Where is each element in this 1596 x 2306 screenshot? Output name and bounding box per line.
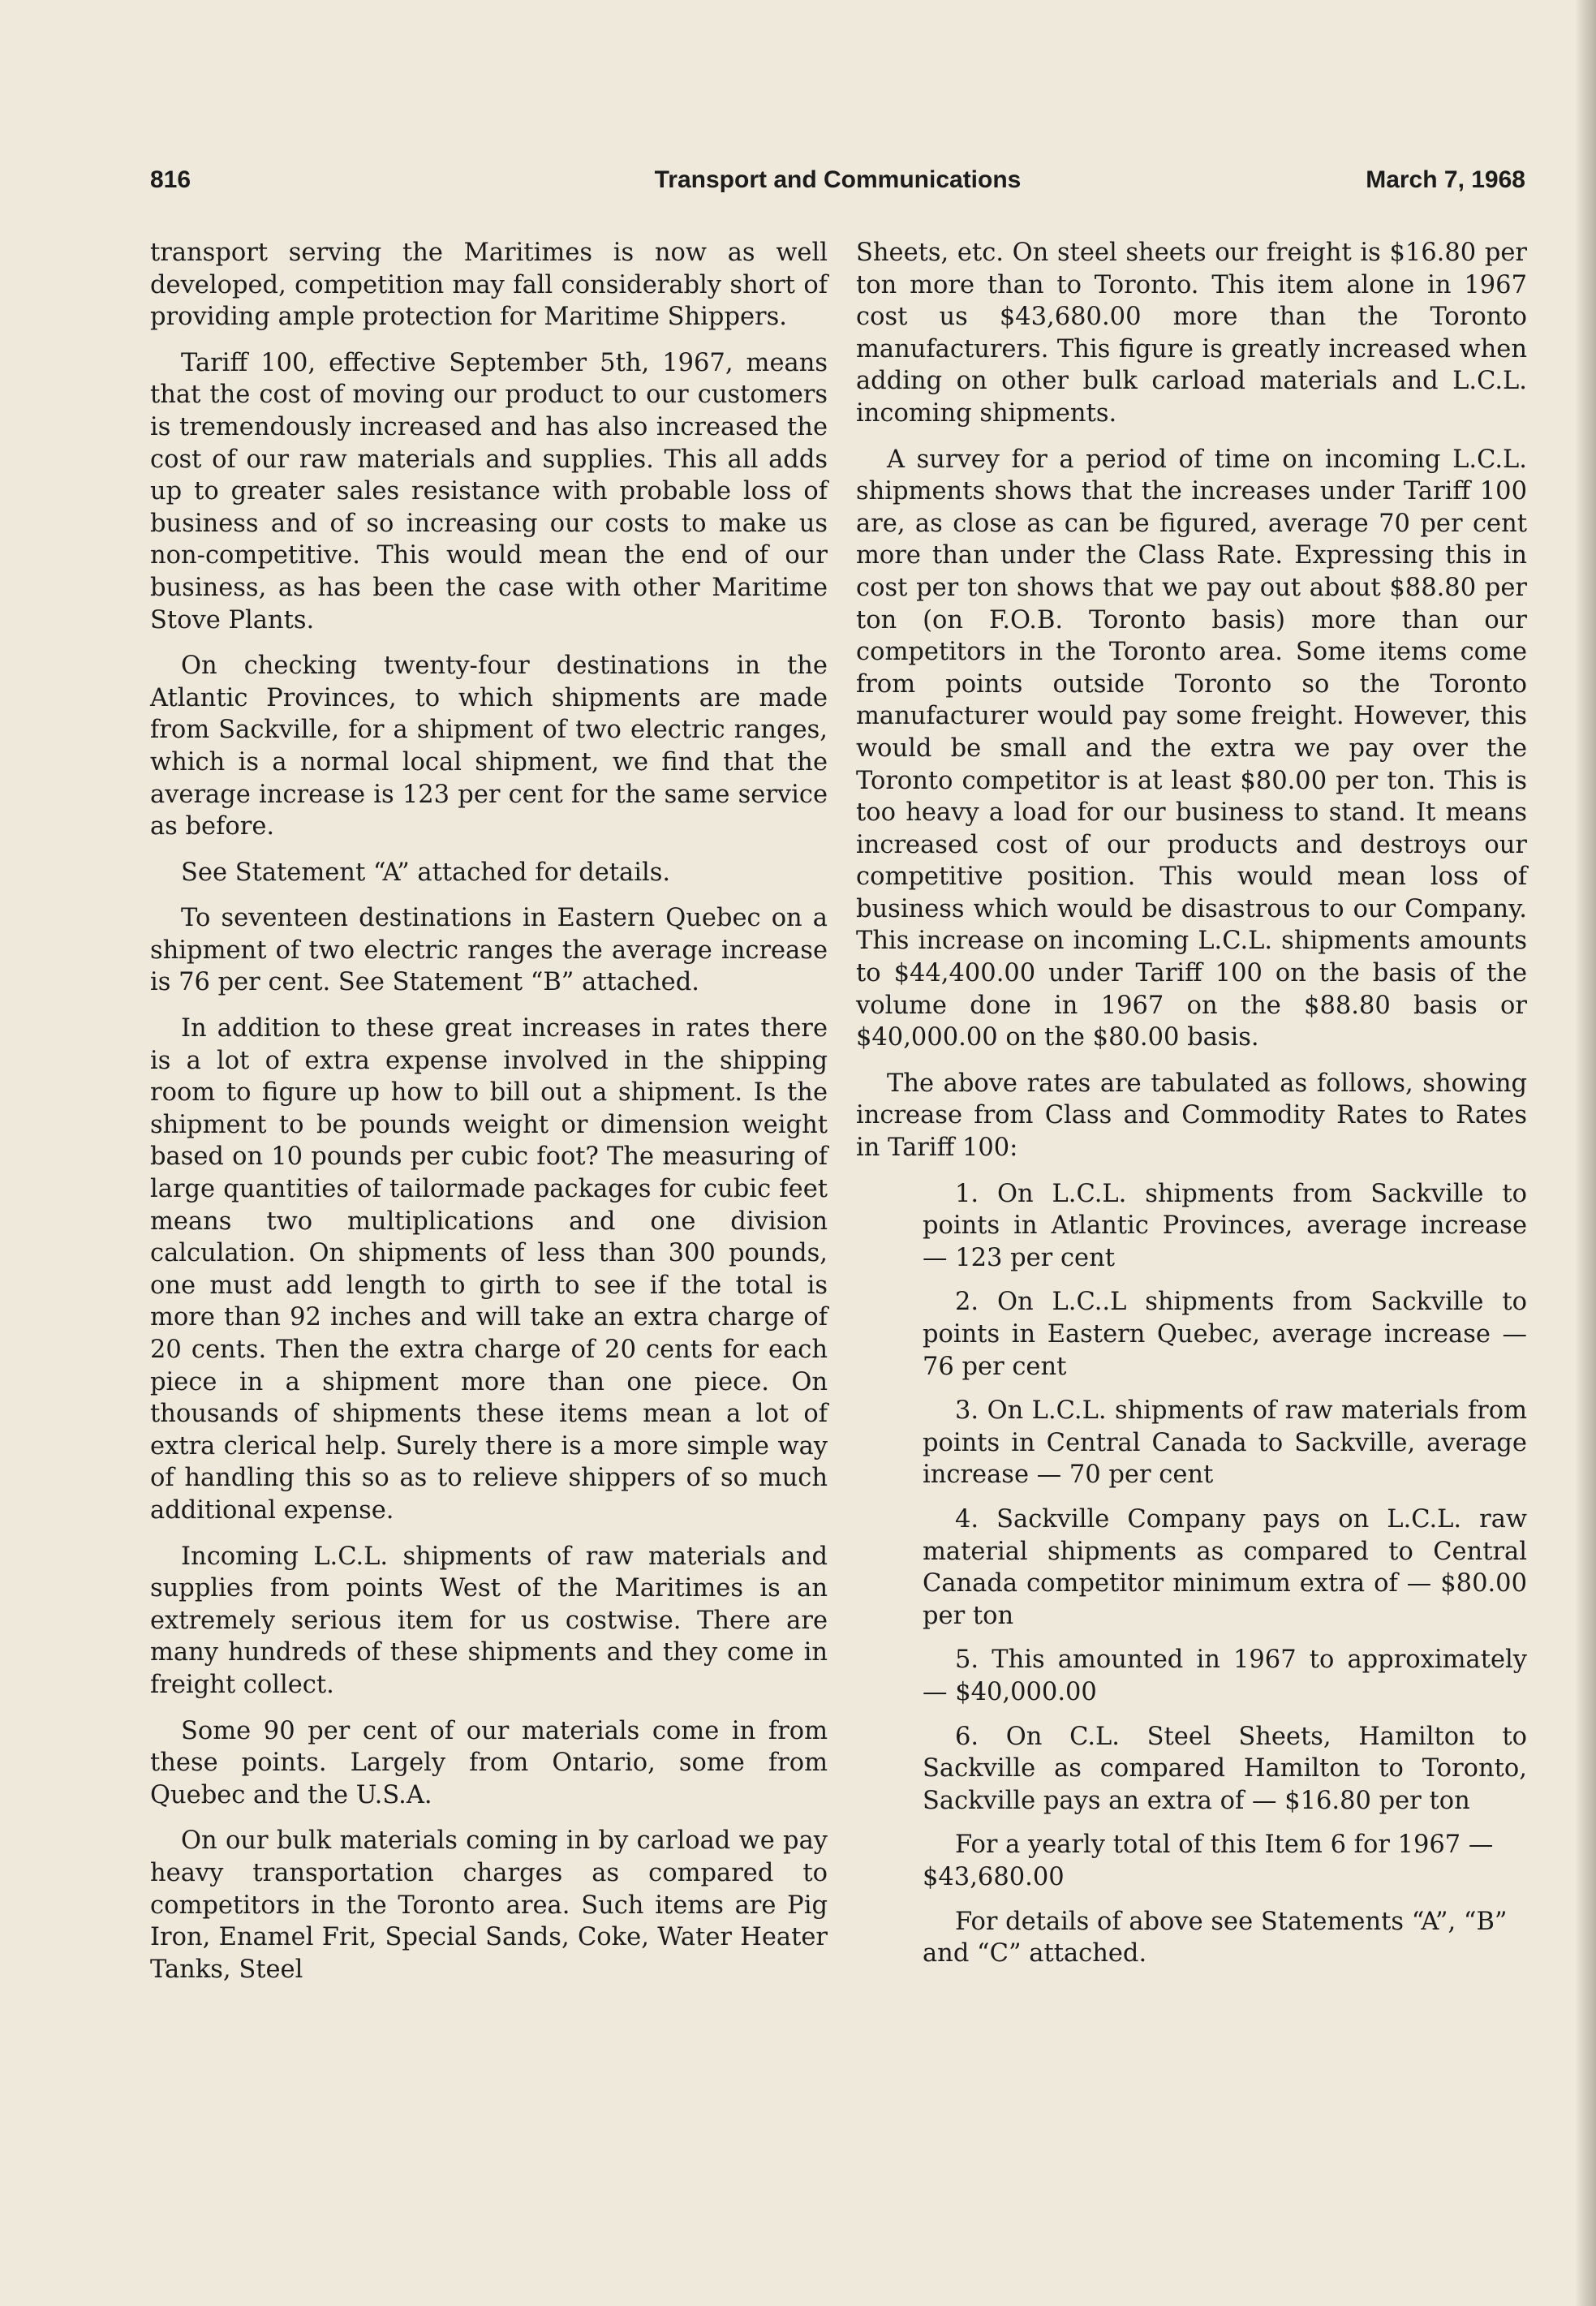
paragraph: The above rates are tabulated as follows, showing increase from Class and Commodity Rates to Rates in Tariff 100: (856, 1069, 1527, 1163)
paragraph: Sheets, etc. On steel sheets our freight is $16.80 per ton more than to Toronto. This item alone in 1967 cost us $43,680.00 more than the Toronto manufacturers. This figure is greatly increased when adding on other bulk carload materials and L.C.L. incoming shipments. (856, 239, 1527, 428)
running-header (150, 166, 1525, 207)
running-title: Transport and Communications (654, 166, 1022, 193)
paragraph: transport serving the Maritimes is now as well developed, competition may fall considerably short of providing ample protection for Maritime Shippers. (150, 239, 828, 332)
paragraph: Tariff 100, effective September 5th, 1967, means that the cost of moving our product to our customers is tremendously increased and has also increased the cost of our raw materials and supplies. This all adds up to greater sales resistance with probable loss of business and of so increasing our costs to make us non-competitive. This would mean the end of our business, as has been the case with other Maritime Stove Plants. (150, 348, 828, 635)
paragraph: Incoming L.C.L. shipments of raw materials and supplies from points West of the Maritimes is an extremely serious item for us costwise. There are many hundreds of these shipments and they come in freight collect. (150, 1542, 828, 1699)
yearly-total: For a yearly total of this Item 6 for 1967 — $43,680.00 (923, 1831, 1494, 1891)
details-note: For details of above see Statements “A”, “B” and “C” attached. (923, 1907, 1508, 1968)
left-column (150, 237, 828, 1999)
list-item: 5. This amounted in 1967 to approximately — $40,000.00 (923, 1646, 1527, 1706)
paragraph: Some 90 per cent of our materials come in from these points. Largely from Ontario, some from Quebec and the U.S.A. (150, 1716, 828, 1809)
page-spine-shadow (1575, 0, 1596, 2306)
list-item: 3. On L.C.L. shipments of raw materials from points in Central Canada to Sackville, average increase — 70 per cent (923, 1396, 1527, 1490)
paragraph: On our bulk materials coming in by carload we pay heavy transportation charges as compared to competitors in the Toronto area. Such items are Pig Iron, Enamel Frit, Special Sands, Coke, Water Heater Tanks, Steel (150, 1826, 828, 1984)
right-column (856, 237, 1527, 1982)
list-item: 6. On C.L. Steel Sheets, Hamilton to Sackville as compared Hamilton to Toronto, Sackville pays an extra of — $16.80 per ton (923, 1722, 1527, 1815)
list-item: 1. On L.C.L. shipments from Sackville to points in Atlantic Provinces, average increase — 123 per cent (923, 1179, 1527, 1272)
paragraph: See Statement “A” attached for details. (181, 858, 671, 887)
page-number: 816 (150, 166, 191, 193)
paragraph: A survey for a period of time on incoming L.C.L. shipments shows that the increases under Tariff 100 are, as close as can be figured, average 70 per cent more than under the Class Rate. Expressing this in cost per ton shows that we pay out about $88.80 per ton (on F.O.B. Toronto basis) more than our competitors in the Toronto area. Some items come from points outside Toronto so the Toronto manufacturer would pay some freight. However, this would be small and the extra we pay over the Toronto competitor is at least $80.00 per ton. This is too heavy a load for our business to stand. It means increased cost of our products and destroys our competitive position. This would mean loss of business which would be disastrous to our Company. This increase on incoming L.C.L. shipments amounts to $44,400.00 under Tariff 100 on the basis of the volume done in 1967 on the $88.80 basis or $40,000.00 on the $80.00 basis. (856, 445, 1527, 1052)
list-item: 4. Sackville Company pays on L.C.L. raw material shipments as compared to Central Canada competitor minimum extra of — $80.00 per ton (923, 1504, 1527, 1630)
header-date: March 7, 1968 (1366, 166, 1525, 193)
paragraph: On checking twenty-four destinations in the Atlantic Provinces, to which shipments are made from Sackville, for a shipment of two electric ranges, which is a normal local shipment, we find that the average increase is 123 per cent for the same service as before. (150, 652, 828, 841)
list-item: 2. On L.C..L shipments from Sackville to points in Eastern Quebec, average increase — 76 per cent (923, 1288, 1527, 1381)
paragraph: To seventeen destinations in Eastern Quebec on a shipment of two electric ranges the average increase is 76 per cent. See Statement “B” attached. (150, 904, 828, 997)
paragraph: In addition to these great increases in rates there is a lot of extra expense involved in the shipping room to figure up how to bill out a shipment. Is the shipment to be pounds weight or dimension weight based on 10 pounds per cubic foot? The measuring of large quantities of tailormade packages for cubic feet means two multiplications and one division calculation. On shipments of less than 300 pounds, one must add length to girth to see if the total is more than 92 inches and will take an extra charge of 20 cents. Then the extra charge of 20 cents for each piece in a shipment more than one piece. On thousands of shipments these items mean a lot of extra clerical help. Surely there is a more simple way of handling this so as to relieve shippers of so much additional expense. (150, 1014, 828, 1525)
